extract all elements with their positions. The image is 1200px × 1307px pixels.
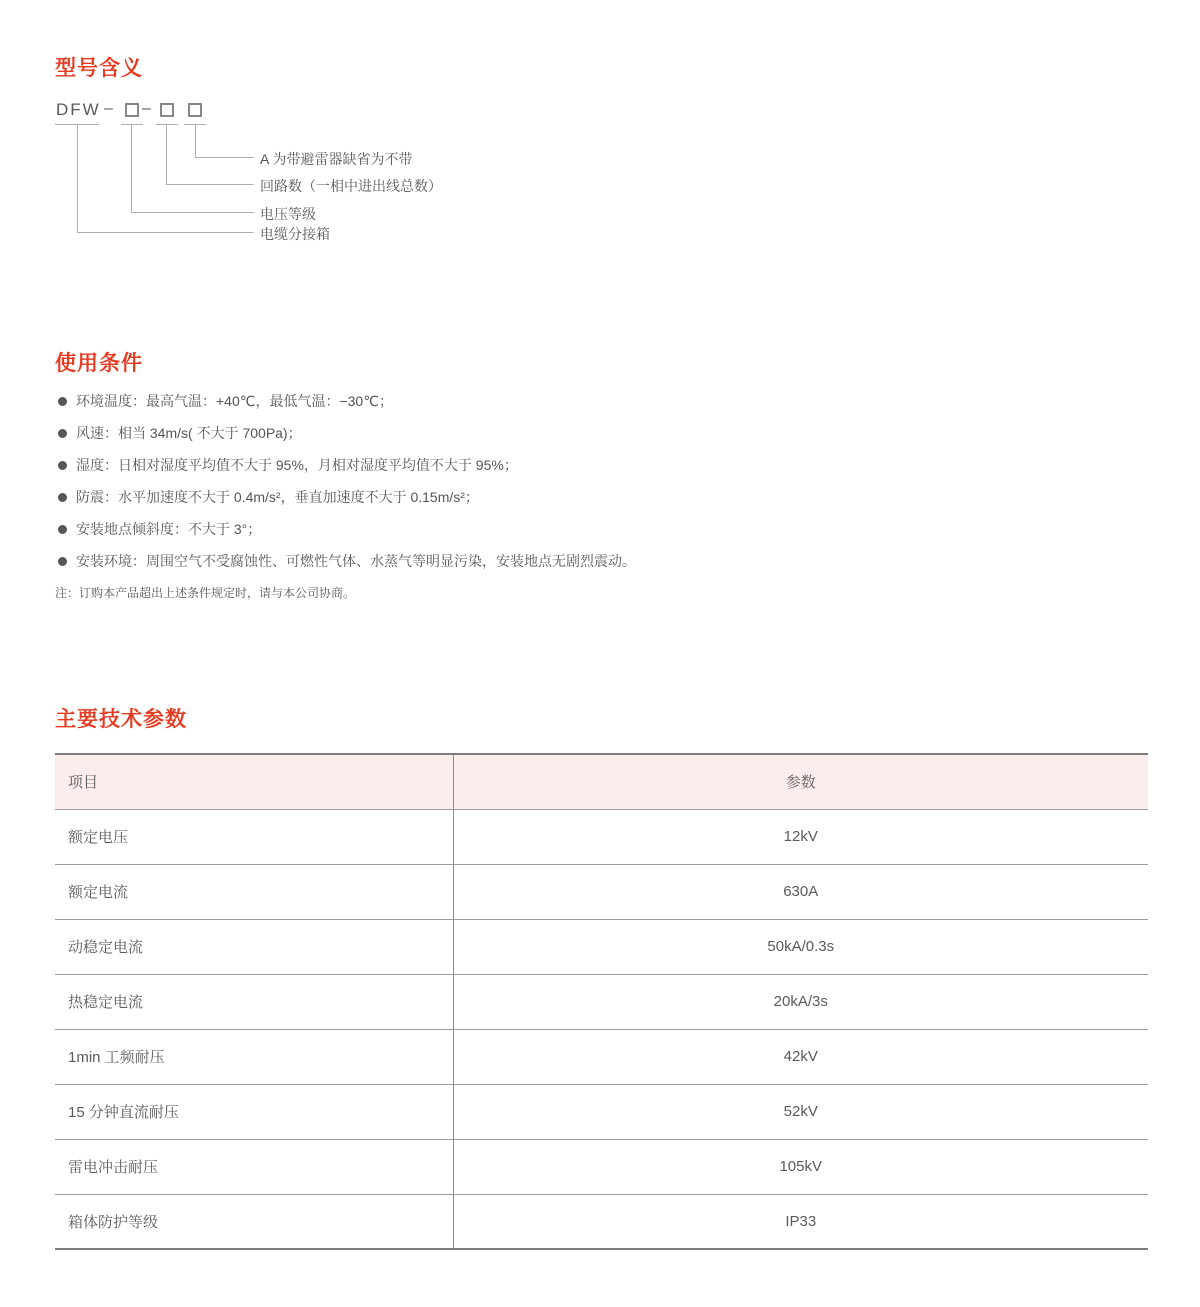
model-designation-diagram — [55, 100, 675, 255]
bullet-icon — [58, 525, 67, 534]
param-name: 15 分钟直流耐压 — [55, 1084, 453, 1139]
params-section-title: 主要技术参数 — [55, 708, 187, 731]
condition-text: 安装地点倾斜度：不大于 3°； — [76, 521, 262, 537]
param-value: 50kA/0.3s — [453, 919, 1148, 974]
model-label-circuits: 回路数（一相中进出线总数） — [260, 178, 442, 194]
connector-line — [195, 124, 196, 157]
table-row — [55, 864, 1148, 919]
leader-line — [131, 212, 254, 213]
underline-segment — [121, 124, 143, 125]
underline-segment — [156, 124, 178, 125]
table-header-row — [55, 754, 1148, 809]
leader-line — [166, 184, 254, 185]
condition-text: 防震：水平加速度不大于 0.4m/s²，垂直加速度不大于 0.15m/s²； — [76, 489, 479, 505]
param-value: 105kV — [453, 1139, 1148, 1194]
param-value: IP33 — [453, 1194, 1148, 1249]
param-name: 雷电冲击耐压 — [55, 1139, 453, 1194]
column-header-value: 参数 — [453, 754, 1148, 809]
condition-item — [55, 392, 1055, 411]
model-label-cable-box: 电缆分接箱 — [260, 226, 330, 242]
condition-text: 风速：相当 34m/s( 不大于 700Pa)； — [76, 425, 302, 441]
table-row — [55, 809, 1148, 864]
table-row — [55, 1139, 1148, 1194]
param-value: 52kV — [453, 1084, 1148, 1139]
model-dash: – — [142, 100, 151, 117]
bullet-icon — [58, 429, 67, 438]
conditions-section-title: 使用条件 — [55, 352, 143, 375]
model-placeholder-box — [160, 103, 174, 117]
connector-line — [166, 124, 167, 184]
condition-item — [55, 520, 1055, 539]
param-value: 12kV — [453, 809, 1148, 864]
param-name: 额定电压 — [55, 809, 453, 864]
column-header-item: 项目 — [55, 754, 453, 809]
conditions-list — [55, 392, 1055, 584]
conditions-note: 注：订购本产品超出上述条件规定时，请与本公司协商。 — [55, 586, 356, 600]
table-row — [55, 1194, 1148, 1249]
connector-line — [77, 124, 78, 232]
connector-line — [131, 124, 132, 212]
condition-text: 安装环境：周围空气不受腐蚀性、可燃性气体、水蒸气等明显污染，安装地点无剧烈震动。 — [76, 553, 636, 569]
bullet-icon — [58, 461, 67, 470]
condition-item — [55, 552, 1055, 571]
bullet-icon — [58, 493, 67, 502]
param-name: 额定电流 — [55, 864, 453, 919]
param-value: 20kA/3s — [453, 974, 1148, 1029]
condition-text: 湿度：日相对湿度平均值不大于 95%，月相对湿度平均值不大于 95%； — [76, 457, 518, 473]
param-name: 箱体防护等级 — [55, 1194, 453, 1249]
parameters-table — [55, 753, 1148, 1250]
param-value: 42kV — [453, 1029, 1148, 1084]
model-label-arrester: A 为带避雷器缺省为不带 — [260, 151, 413, 167]
param-name: 1min 工频耐压 — [55, 1029, 453, 1084]
condition-text: 环境温度：最高气温：+40℃，最低气温：−30℃； — [76, 393, 393, 409]
model-placeholder-box — [125, 103, 139, 117]
param-name: 热稳定电流 — [55, 974, 453, 1029]
bullet-icon — [58, 557, 67, 566]
table-row — [55, 1084, 1148, 1139]
condition-item — [55, 488, 1055, 507]
table-row — [55, 1029, 1148, 1084]
model-prefix-text: DFW — [56, 100, 101, 119]
param-value: 630A — [453, 864, 1148, 919]
model-dash: – — [104, 100, 113, 117]
table-row — [55, 919, 1148, 974]
leader-line — [195, 157, 254, 158]
leader-line — [77, 232, 254, 233]
condition-item — [55, 424, 1055, 443]
model-placeholder-box — [188, 103, 202, 117]
condition-item — [55, 456, 1055, 475]
table-row — [55, 974, 1148, 1029]
param-name: 动稳定电流 — [55, 919, 453, 974]
model-label-voltage-class: 电压等级 — [260, 206, 316, 222]
bullet-icon — [58, 397, 67, 406]
model-section-title: 型号含义 — [55, 57, 143, 80]
